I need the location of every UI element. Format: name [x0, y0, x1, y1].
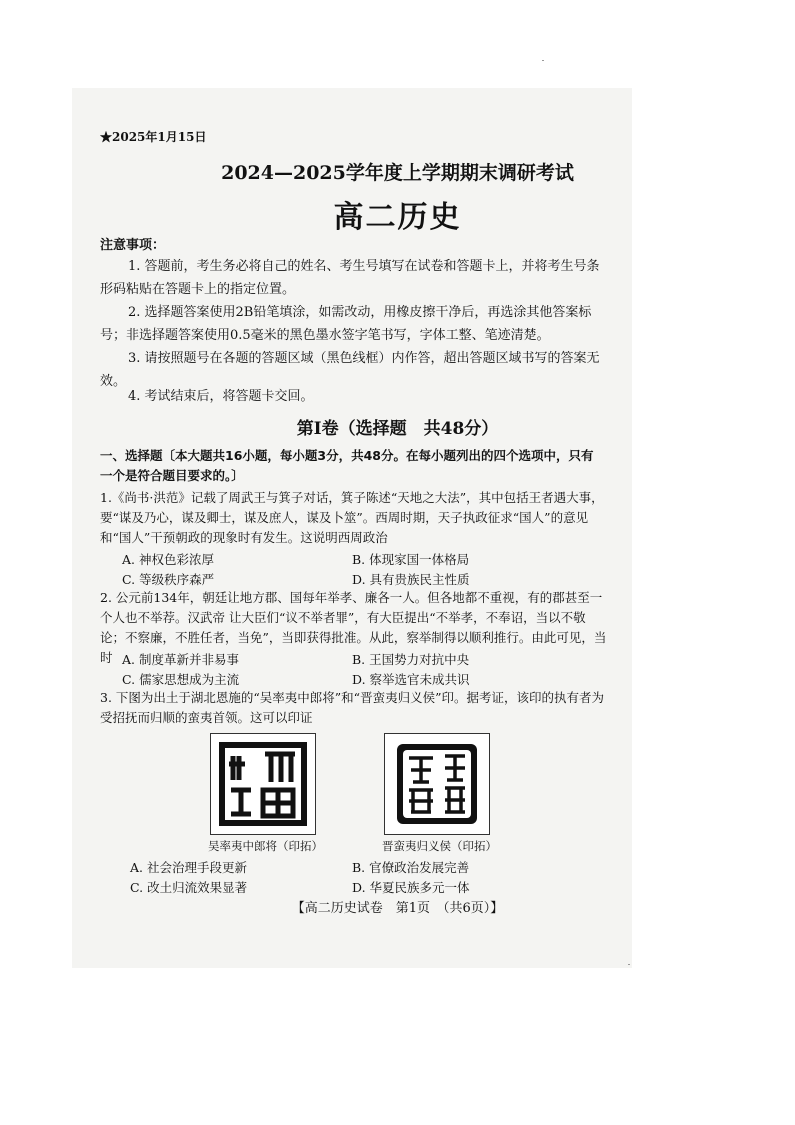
- seal-caption-2: 晋蛮夷归义侯（印拓）: [382, 839, 497, 853]
- question-1-option-d: D. 具有贵族民主性质: [352, 572, 470, 587]
- note-item: 2. 选择题答案使用2B铅笔填涂，如需改动，用橡皮擦干净后，再选涂其他答案标号；非选择题答案使用0.5毫米的黑色墨水签字笔书写，字体工整、笔迹清楚。: [100, 305, 592, 343]
- note-item: 3. 请按照题号在各题的答题区域（黑色线框）内作答，超出答题区域书写的答案无效。: [100, 351, 600, 389]
- question-2-stem: 2. 公元前134年，朝廷让地方郡、国每年举孝、廉各一人。但各地都不重视，有的郡甚至一个人也不举荐。汉武帝 让大臣们“议不举者罪”，有大臣提出“不举孝，不奉诏，当以不敬论；不察廉，不胜任者，当免”，当即获得批准。从此，察举制得以顺利推行。由此可见，当时: [100, 590, 607, 665]
- section-title: 第Ⅰ卷（选择题 共48分）: [296, 419, 499, 439]
- question-1-option-b: B. 体现家国一体格局: [352, 552, 470, 567]
- exam-title: 2024—2025学年度上学期期末调研考试: [221, 162, 574, 184]
- note-item: 4. 考试结束后，将答题卡交回。: [128, 389, 314, 404]
- seal-impression-jin: [384, 733, 490, 835]
- question-3-option-b: B. 官僚政治发展完善: [352, 860, 470, 875]
- question-2-option-c: C. 儒家思想成为主流: [122, 672, 240, 687]
- question-3-option-a: A. 社会治理手段更新: [130, 860, 247, 875]
- scan-speck: [628, 964, 630, 965]
- question-1-stem: 1.《尚书·洪范》记载了周武王与箕子对话，箕子陈述“天地之大法”，其中包括王者遇大事，要“谋及乃心，谋及卿士，谋及庶人，谋及卜筮”。西周时期，天子执政征求“国人”的意见和“国人”干预朝政的现象时有发生。这说明西周政治: [100, 490, 604, 545]
- note-item: 1. 答题前，考生务必将自己的姓名、考生号填写在试卷和答题卡上，并将考生号条形码粘贴在答题卡上的指定位置。: [100, 259, 600, 297]
- page-footer: 【高二历史试卷 第1页 （共6页）】: [291, 901, 504, 916]
- subject-title: 高二历史: [333, 200, 462, 235]
- exam-date: ★2025年1月15日: [100, 130, 207, 144]
- seal-caption-1: 吴率夷中郎将（印拓）: [208, 839, 323, 853]
- section-instruction: 一、选择题〔本大题共16小题，每小题3分，共48分。在每小题列出的四个选项中，只有一个是符合题目要求的。〕: [100, 448, 594, 483]
- question-3-option-c: C. 改土归流效果显著: [130, 880, 248, 895]
- question-3-stem: 3. 下图为出土于湖北恩施的“吴率夷中郎将”和“晋蛮夷归义侯”印。据考证，该印的执有者为受招抚而归顺的蛮夷首领。这可以印证: [100, 690, 604, 725]
- seal-impression-wu: [210, 733, 316, 835]
- question-1-option-a: A. 神权色彩浓厚: [122, 552, 214, 567]
- question-3-option-d: D. 华夏民族多元一体: [352, 880, 470, 895]
- notes-heading: 注意事项：: [100, 238, 166, 253]
- question-2-option-a: A. 制度革新并非易事: [122, 652, 239, 667]
- scan-speck: [542, 60, 544, 61]
- question-2-option-b: B. 王国势力对抗中央: [352, 652, 470, 667]
- question-1-option-c: C. 等级秩序森严: [122, 572, 215, 587]
- question-2-option-d: D. 察举选官未成共识: [352, 672, 470, 687]
